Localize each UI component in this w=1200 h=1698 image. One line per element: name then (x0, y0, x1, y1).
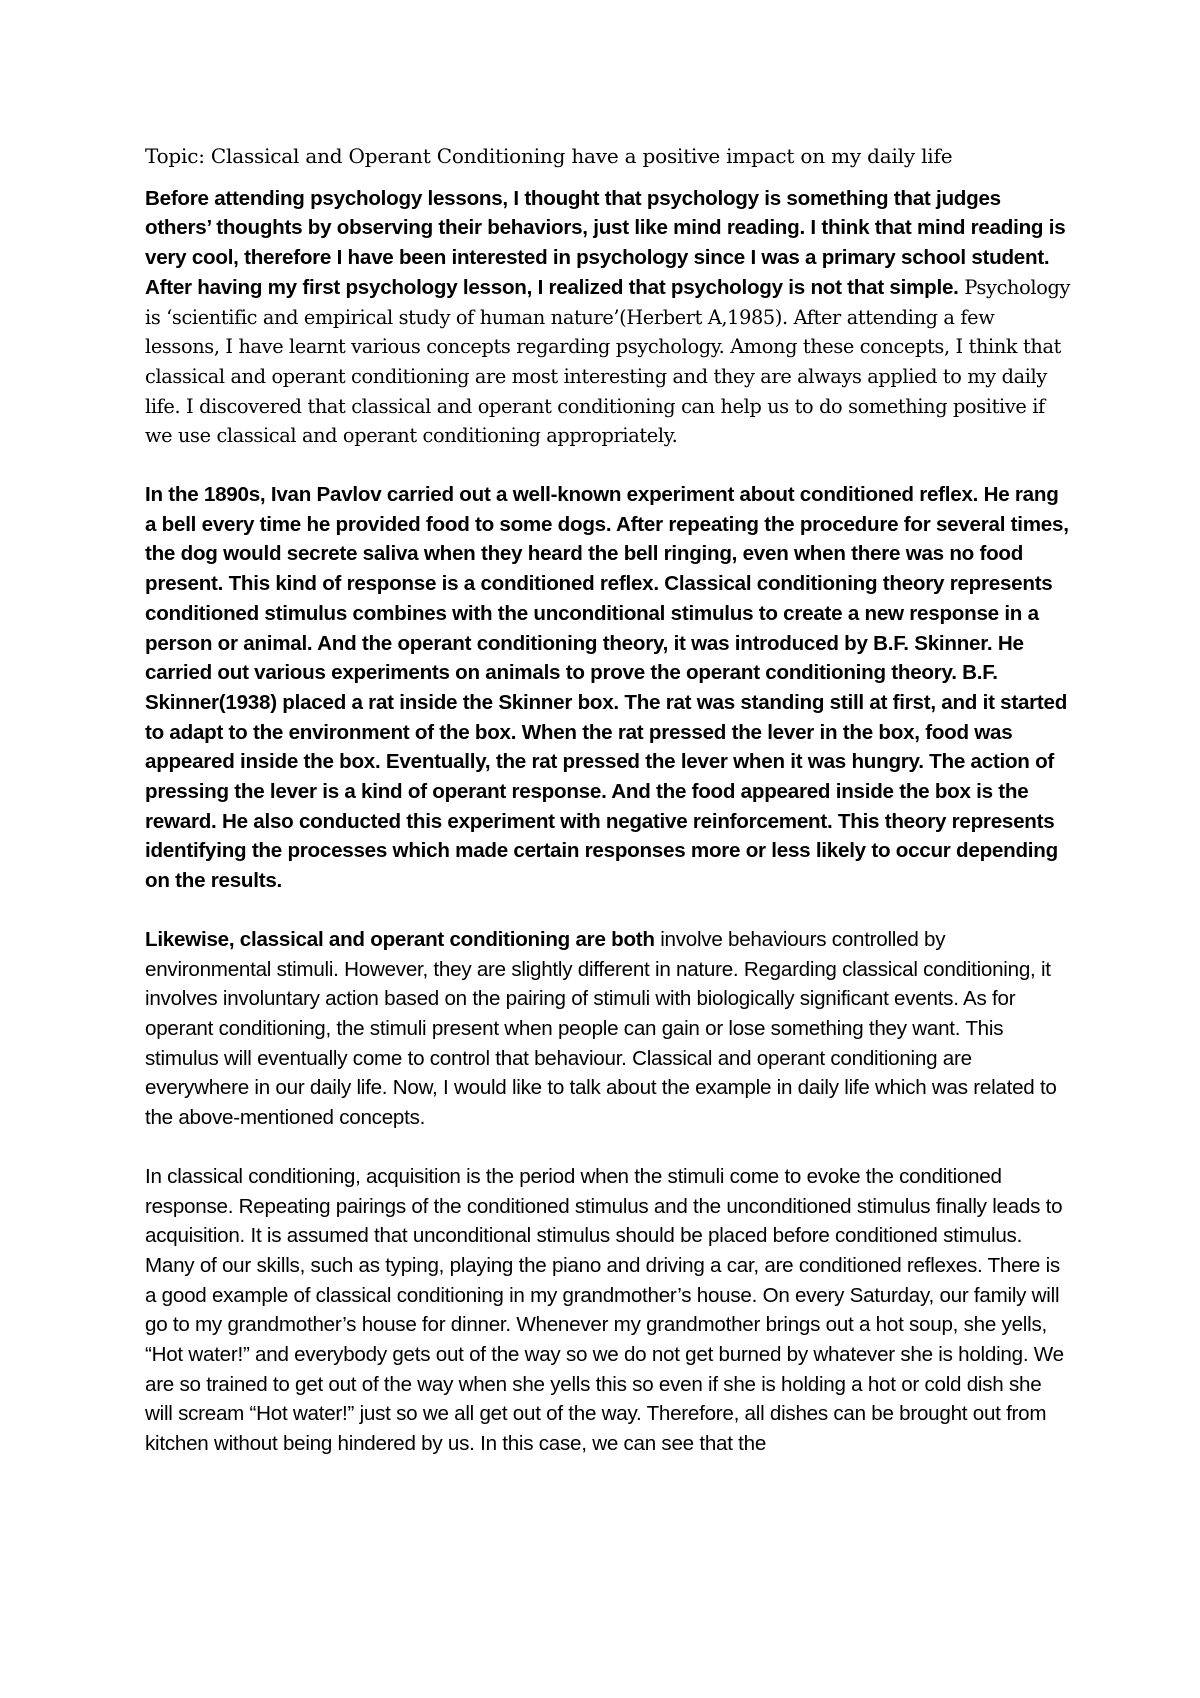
document-page (145, 142, 1070, 1488)
paragraph-intro-bold: Before attending psychology lessons, I thought that psychology is something that judges others’ thoughts by observing their behaviors, just like mind reading. I think that mind reading is very cool, therefore I have been interested in psychology since I was a primary school student. After having my first psychology lesson, I realized that psychology is not that simple. (145, 186, 1066, 299)
paragraph-pavlov-bold: In the 1890s, Ivan Pavlov carried out a well-known experiment about conditioned reflex. He rang a bell every time he provided food to some dogs. After repeating the procedure for several times, the dog would secrete saliva when they heard the bell ringing, even when there was no food present. This kind of response is a conditioned reflex. Classical conditioning theory represents conditioned stimulus combines with the unconditional stimulus to create a new response in a person or animal. And the operant conditioning theory, it was introduced by B.F. Skinner. (145, 483, 1069, 655)
paragraph-example-regular: In classical conditioning, acquisition is the period when the stimuli come to evoke the conditioned response. Repeating pairings of the conditioned stimulus and the unconditioned stimulus finally leads to acquisition. It is assumed that unconditional stimulus should be placed before conditioned stimulus. Many of our skills, such as typing, playing the piano and driving a car, are conditioned reflexes. There is a good example of classical conditioning in my grandmother’s house. On every Saturday, our family will go to my grandmother’s house for dinner. Whenever my grandmother brings out a hot soup, she yells, “Hot water!” and everybody gets out of the way so we do not get burned by whatever she is holding. We are so trained to get out of the way when she yells this so even if she is holding a hot or cold dish she will scream “Hot water!” just so we all get out of the way. Therefore, all dishes can be brought out from kitchen without being hindered by us. In this case, we can see that the (145, 1164, 1064, 1456)
paragraph-comparison-bold: Likewise, classical and operant conditioning are both (145, 927, 655, 951)
paragraph-example (145, 1162, 1070, 1459)
topic-heading: Topic: Classical and Operant Conditioning have a positive impact on my daily life (145, 144, 953, 168)
paragraph-intro (145, 184, 1070, 451)
paragraph-intro-regular: Psychology is ‘scientific and empirical study of human nature’(Herbert A,1985). After attending a few lessons, I have learnt various concepts regarding psychology. Among these concepts, I think that classical and operant conditioning are most interesting and they are always applied to my daily life. I discovered that classical and operant conditioning can help us to do something positive if we use classical and operant conditioning appropriately. (145, 275, 1070, 448)
paragraph-skinner-text: He carried out various experiments on animals to prove the operant conditioning theory. B.F. Skinner(1938) placed a rat inside the Skinner box. The rat was standing still at first, and it started to adapt to the environment of the box. When the rat pressed the lever in the box, food was appeared inside the box. Eventually, the rat pressed the lever when it was hungry. The action of pressing the lever is a kind of operant response. And the food appeared inside the box is the reward. He also conducted this experiment with negative reinforcement. This theory represents identifying the processes which made certain responses more or less likely to occur depending on the results. (145, 631, 1068, 893)
paragraph-comparison-regular: involve behaviours controlled by environmental stimuli. However, they are slightly different in nature. Regarding classical conditioning, it involves involuntary action based on the pairing of stimuli with biologically significant events. As for operant conditioning, the stimuli present when people can gain or lose something they want. This stimulus will eventually come to control that behaviour. Classical and operant conditioning are everywhere in our daily life. Now, I would like to talk about the example in daily life which was related to the above-mentioned concepts. (145, 927, 1057, 1130)
paragraph-comparison (145, 925, 1070, 1133)
paragraph-pavlov-skinner (145, 480, 1070, 896)
